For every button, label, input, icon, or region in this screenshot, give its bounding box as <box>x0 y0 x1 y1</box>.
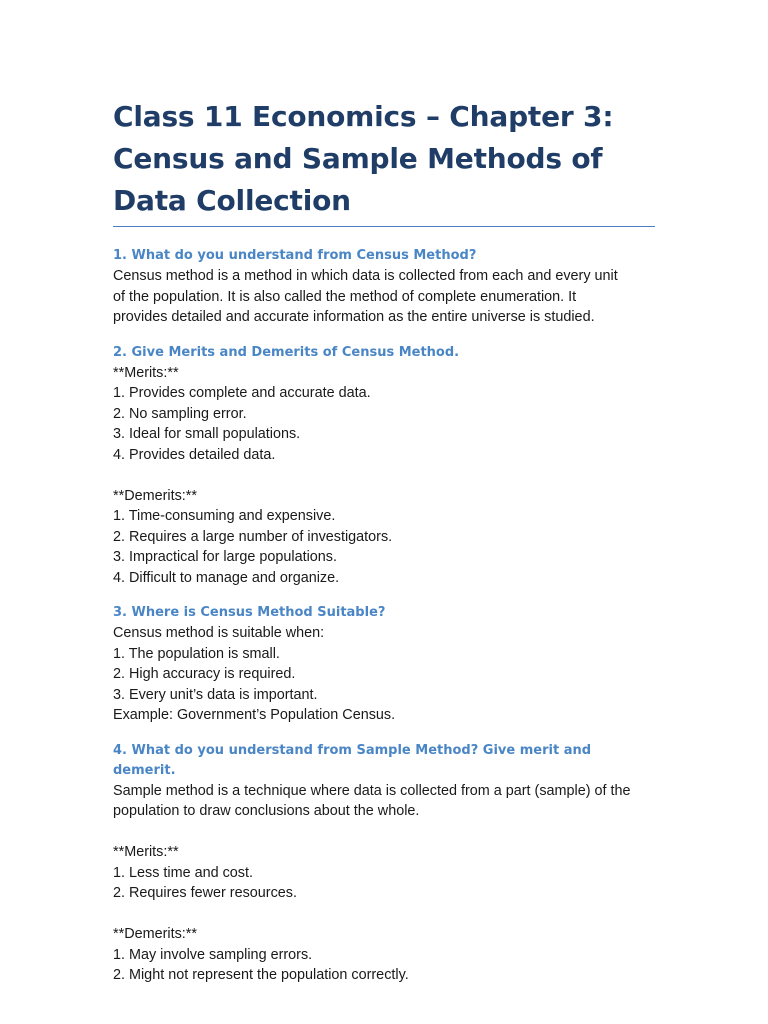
question-heading: 2. Give Merits and Demerits of Census Method. <box>113 344 460 360</box>
blank-line <box>113 465 658 486</box>
answer-line: 1. The population is small. <box>113 645 280 662</box>
question-heading: 3. Where is Census Method Suitable? <box>113 605 386 620</box>
document-title: Class 11 Economics – Chapter 3: Census and Sample Methods of Data Collection <box>113 100 614 217</box>
answer-line: population to draw conclusions about the whole. <box>113 803 420 819</box>
answer-line: Sample method is a technique where data is collected from a part (sample) of the <box>113 782 631 799</box>
answer-line: 2. Requires fewer resources. <box>113 885 297 901</box>
qa-section <box>113 343 658 589</box>
answer-line: 3. Every unit’s data is important. <box>113 686 318 703</box>
answer-line: **Merits:** <box>113 844 179 860</box>
answer-line: 3. Impractical for large populations. <box>113 549 337 565</box>
answer-line: of the population. It is also called the method of complete enumeration. It <box>113 288 577 305</box>
sections-container <box>113 246 658 986</box>
answer-line: **Demerits:** <box>113 487 197 504</box>
answer-line: 4. Provides detailed data. <box>113 446 276 463</box>
answer-line: **Merits:** <box>113 364 179 381</box>
answer-line: 1. May involve sampling errors. <box>113 946 313 963</box>
answer-line: provides detailed and accurate information as the entire universe is studied. <box>113 309 595 325</box>
question-heading: 1. What do you understand from Census Method? <box>113 248 477 263</box>
answer-line: 3. Ideal for small populations. <box>113 426 301 442</box>
document-page <box>113 96 658 1001</box>
answer-line: 4. Difficult to manage and organize. <box>113 569 340 586</box>
answer-line: Census method is a method in which data is collected from each and every unit <box>113 268 618 284</box>
answer-line: 2. High accuracy is required. <box>113 666 296 682</box>
answer-line: 2. Might not represent the population correctly. <box>113 967 409 983</box>
answer-line: 2. No sampling error. <box>113 405 247 422</box>
qa-section <box>113 246 658 328</box>
answer-line: 1. Provides complete and accurate data. <box>113 385 371 401</box>
answer-line: 2. Requires a large number of investigators. <box>113 528 393 545</box>
answer-line: Example: Government’s Population Census. <box>113 707 396 723</box>
question-heading: 4. What do you understand from Sample Method? Give merit and demerit. <box>113 742 592 778</box>
title-underline <box>113 226 655 227</box>
qa-section <box>113 603 658 726</box>
qa-section <box>113 741 658 986</box>
answer-line: 1. Less time and cost. <box>113 864 253 881</box>
answer-line: 1. Time-consuming and expensive. <box>113 508 336 524</box>
blank-line <box>113 904 658 925</box>
answer-line: Census method is suitable when: <box>113 625 325 641</box>
answer-line: **Demerits:** <box>113 926 197 942</box>
blank-line <box>113 822 658 843</box>
